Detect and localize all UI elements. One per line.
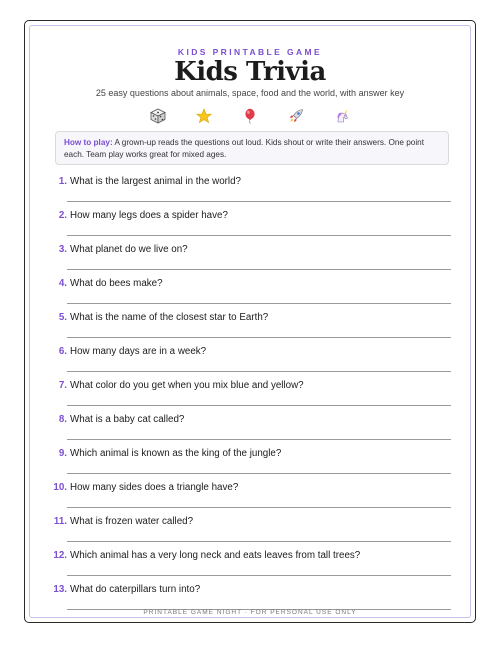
question-item (51, 550, 451, 580)
question-number: 8. (58, 414, 67, 425)
eyebrow-label: KIDS PRINTABLE GAME (177, 47, 323, 57)
question-number: 5. (58, 312, 67, 323)
question-item (51, 482, 451, 512)
how-to-play-text: A grown-up reads the questions out loud. Kids shout or write their answers. One point each. Team play works great for mixed ages. (64, 138, 424, 159)
question-text: How many sides does a triangle have? (70, 482, 239, 493)
answer-line[interactable] (67, 405, 451, 406)
how-to-play-box (55, 131, 449, 165)
unicorn-icon (334, 108, 350, 124)
question-text: Which animal has a very long neck and eats leaves from tall trees? (70, 550, 361, 561)
star-icon (196, 108, 212, 124)
question-number: 2. (58, 210, 67, 221)
how-to-play-label: How to play: (64, 138, 113, 147)
balloon-icon (242, 108, 258, 124)
answer-line[interactable] (67, 337, 451, 338)
page-title: Kids Trivia (174, 57, 326, 87)
question-item (51, 346, 451, 376)
question-number: 7. (58, 380, 67, 391)
dice-icon (150, 108, 166, 124)
answer-line[interactable] (67, 235, 451, 236)
question-text: What is the largest animal in the world? (70, 176, 241, 187)
question-item (51, 244, 451, 274)
answer-line[interactable] (67, 269, 451, 270)
question-number: 1. (58, 176, 67, 187)
question-number: 11. (53, 516, 67, 527)
printable-page (24, 20, 476, 623)
question-item (51, 210, 451, 240)
question-text: How many days are in a week? (70, 346, 207, 357)
question-text: What planet do we live on? (70, 244, 188, 255)
question-number: 9. (58, 448, 67, 459)
question-item (51, 516, 451, 546)
question-number: 13. (53, 584, 67, 595)
answer-line[interactable] (67, 439, 451, 440)
question-item (51, 176, 451, 206)
question-item (51, 312, 451, 342)
question-text: What color do you get when you mix blue and yellow? (70, 380, 304, 391)
answer-line[interactable] (67, 473, 451, 474)
question-item (51, 448, 451, 478)
question-number: 3. (58, 244, 67, 255)
icon-row (25, 108, 475, 124)
answer-line[interactable] (67, 541, 451, 542)
question-text: What do bees make? (70, 278, 163, 289)
question-text: What is frozen water called? (70, 516, 194, 527)
answer-line[interactable] (67, 371, 451, 372)
question-text: What do caterpillars turn into? (70, 584, 201, 595)
answer-line[interactable] (67, 575, 451, 576)
question-text: What is the name of the closest star to Earth? (70, 312, 269, 323)
question-item (51, 414, 451, 444)
question-text: How many legs does a spider have? (70, 210, 228, 221)
question-text: Which animal is known as the king of the jungle? (70, 448, 282, 459)
question-text: What is a baby cat called? (70, 414, 185, 425)
question-number: 12. (53, 550, 67, 561)
answer-line[interactable] (67, 507, 451, 508)
question-number: 10. (53, 482, 67, 493)
question-number: 6. (58, 346, 67, 357)
question-number: 4. (58, 278, 67, 289)
answer-line[interactable] (67, 201, 451, 202)
page-footer: PRINTABLE GAME NIGHT · FOR PERSONAL USE ONLY (143, 609, 357, 616)
rocket-icon (288, 108, 304, 124)
question-item (51, 380, 451, 410)
answer-line[interactable] (67, 303, 451, 304)
page-subtitle: 25 easy questions about animals, space, food and the world, with answer key (95, 88, 405, 98)
question-item (51, 278, 451, 308)
